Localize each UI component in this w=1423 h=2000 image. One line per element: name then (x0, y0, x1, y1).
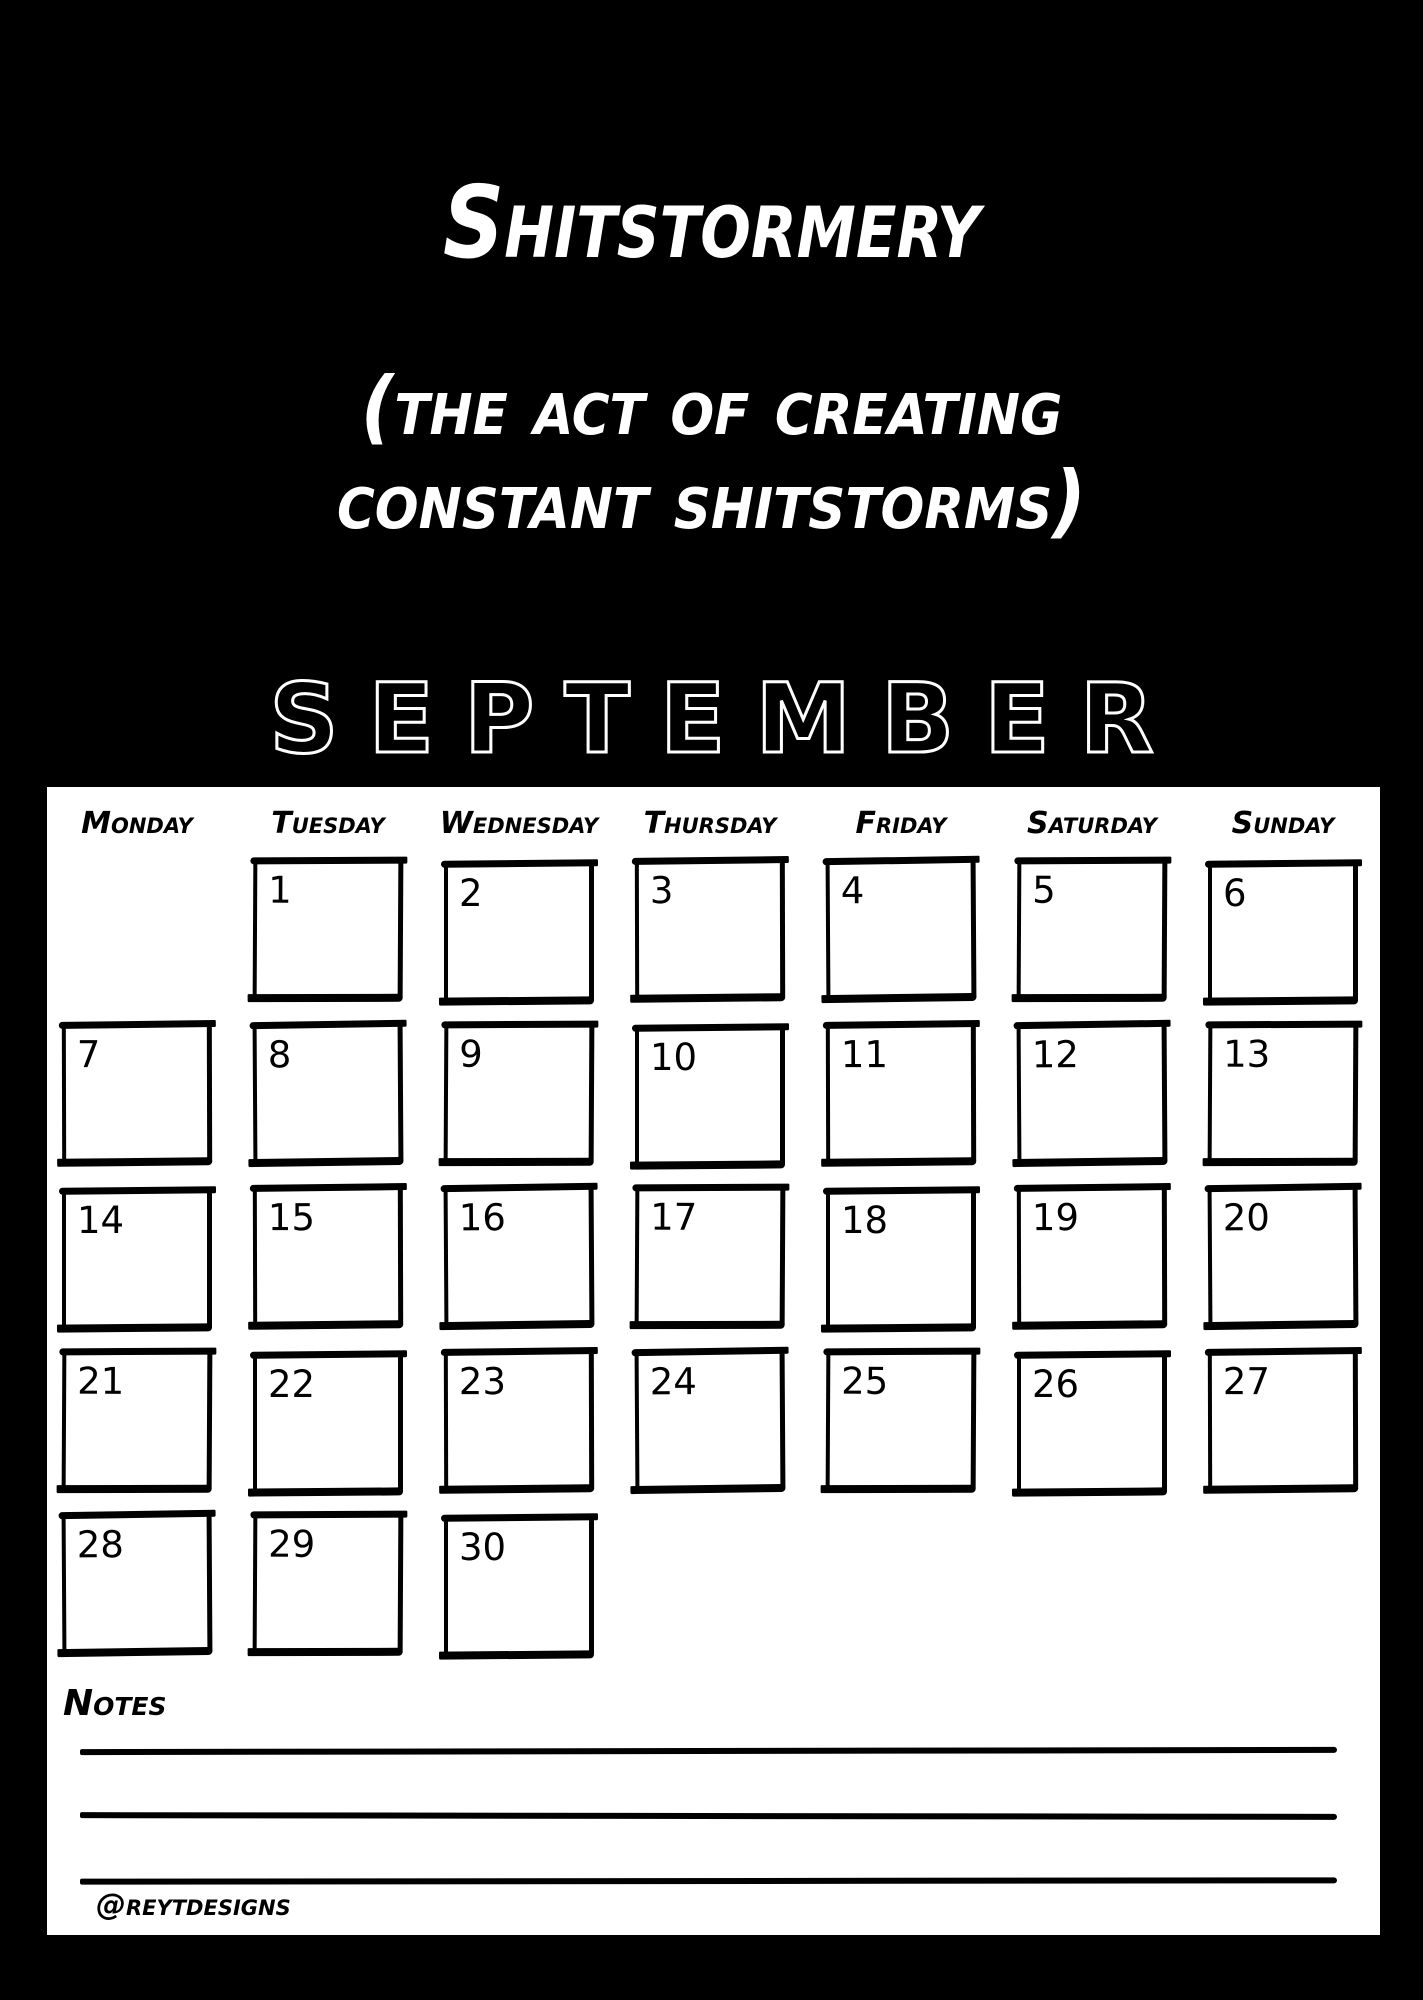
day-number: 11 (840, 1033, 889, 1077)
day-number: 24 (649, 1360, 697, 1404)
day-number: 27 (1222, 1360, 1271, 1404)
day-cell (444, 1024, 595, 1163)
day-cell (635, 1027, 785, 1165)
day-cell (444, 1187, 595, 1326)
day-number: 13 (1223, 1032, 1271, 1076)
day-number: 29 (268, 1522, 316, 1566)
day-number: 4 (840, 869, 865, 913)
weekday-header-monday (62, 804, 212, 844)
day-cell (253, 860, 404, 999)
day-number: 26 (1032, 1363, 1080, 1406)
weekday-header-saturday (1017, 804, 1167, 844)
day-number: 9 (459, 1032, 483, 1076)
day-number: 23 (458, 1360, 507, 1404)
day-number: 5 (1032, 868, 1056, 912)
weekday-header-friday (826, 804, 976, 844)
day-cell (826, 860, 977, 999)
day-number: 19 (1031, 1196, 1080, 1240)
day-cell (253, 1354, 403, 1492)
day-cell (1017, 1187, 1167, 1325)
day-number: 10 (650, 1036, 698, 1079)
day-number: 18 (841, 1199, 889, 1242)
day-number: 22 (268, 1363, 316, 1406)
day-cell (1208, 863, 1358, 1001)
page-title: Shitstormery (443, 164, 980, 281)
day-cell (1208, 1351, 1358, 1489)
day-cell (253, 1514, 404, 1653)
notes-label: Notes (63, 1683, 167, 1724)
month-title: SEPTEMBER (269, 663, 1184, 775)
day-cell (635, 860, 785, 998)
day-number: 25 (841, 1359, 889, 1403)
day-cell (253, 1187, 403, 1325)
day-cell (1208, 1187, 1359, 1326)
day-cell (1208, 1024, 1359, 1163)
weekday-label: Thursday (643, 806, 777, 841)
day-cell (62, 1024, 212, 1162)
calendar-panel (47, 787, 1380, 1935)
day-cell (62, 1190, 212, 1328)
weekday-label: Monday (81, 806, 193, 841)
day-cell (1017, 860, 1168, 999)
day-cell (62, 1351, 213, 1490)
weekday-label: Friday (855, 806, 947, 841)
day-number: 17 (650, 1195, 698, 1239)
notes-line (80, 1812, 1337, 1820)
day-number: 20 (1222, 1196, 1270, 1240)
notes-line (80, 1747, 1337, 1755)
day-cell (253, 1024, 404, 1163)
day-cell (635, 1351, 786, 1490)
weekday-label: Wednesday (439, 806, 599, 841)
weekday-header-thursday (635, 804, 785, 844)
subtitle-line-1: (the act of creating (360, 360, 1063, 453)
day-cell (826, 1190, 976, 1328)
day-cell (444, 863, 594, 1001)
day-cell (444, 1351, 594, 1489)
notes-line (80, 1877, 1337, 1884)
weekday-header-sunday (1208, 804, 1358, 844)
weekday-label: Sunday (1231, 806, 1335, 841)
day-number: 28 (76, 1523, 124, 1567)
day-number: 7 (76, 1033, 101, 1077)
day-cell (444, 1517, 594, 1655)
subtitle-line-2: constant shitstorms) (337, 454, 1086, 547)
day-number: 8 (267, 1033, 292, 1077)
day-number: 1 (268, 868, 292, 912)
day-cell (1017, 1354, 1167, 1492)
weekday-header-tuesday (253, 804, 403, 844)
day-cell (62, 1514, 213, 1653)
day-cell (635, 1187, 786, 1326)
day-cell (1017, 1024, 1168, 1163)
subtitle (57, 360, 1366, 548)
credit-handle: @reytdesigns (96, 1888, 291, 1923)
day-number: 16 (458, 1196, 506, 1240)
day-number: 14 (77, 1199, 125, 1242)
weekday-label: Tuesday (271, 806, 385, 841)
day-number: 6 (1223, 872, 1247, 915)
weekday-header-wednesday (439, 804, 599, 844)
day-number: 21 (77, 1359, 125, 1403)
day-number: 3 (649, 869, 674, 913)
weekday-label: Saturday (1027, 806, 1157, 841)
day-number: 2 (459, 872, 483, 915)
day-number: 12 (1031, 1033, 1079, 1077)
day-cell (826, 1351, 977, 1490)
day-number: 15 (267, 1196, 316, 1240)
day-cell (826, 1024, 976, 1162)
day-number: 30 (459, 1526, 507, 1569)
